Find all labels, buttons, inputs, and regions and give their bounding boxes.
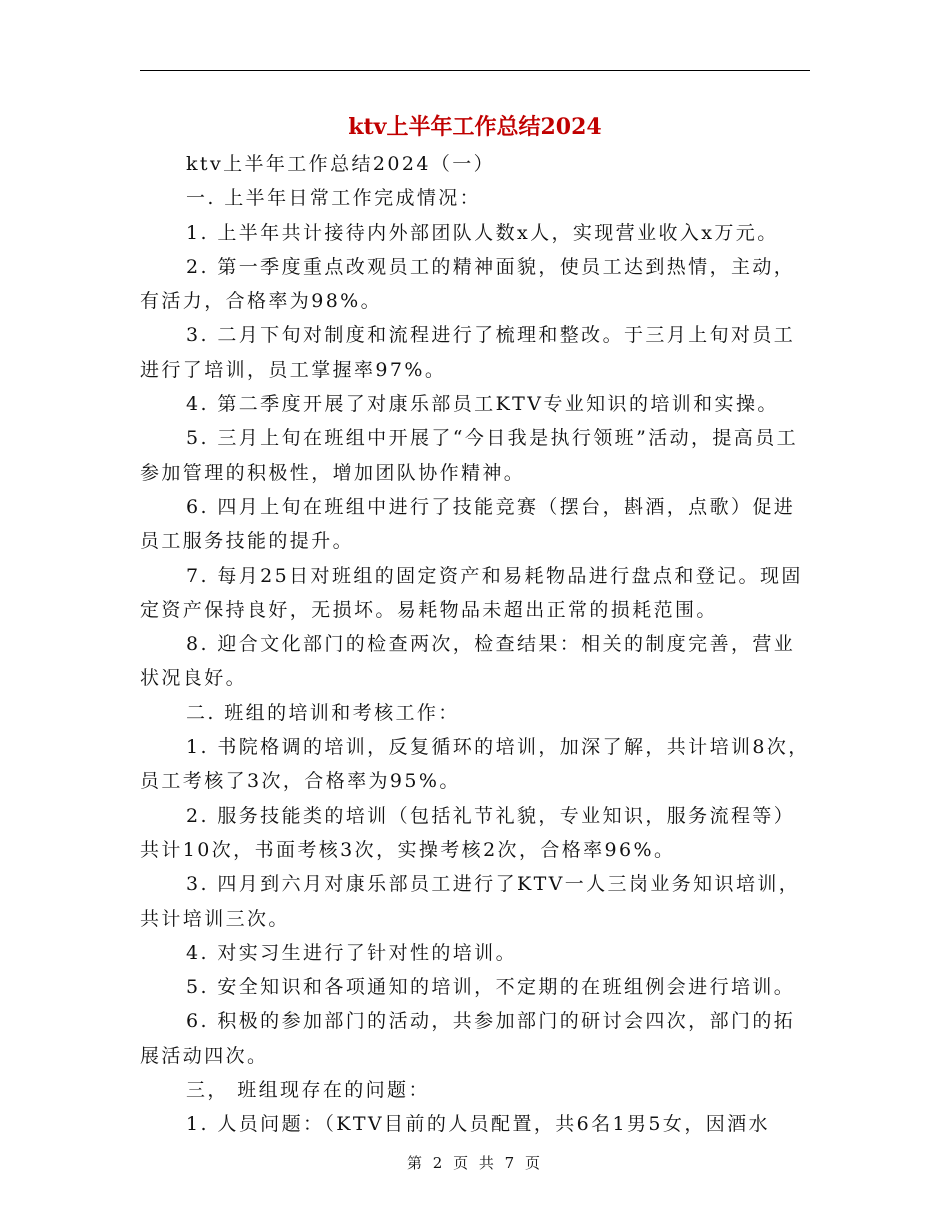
paragraph: 7. 每月25日对班组的固定资产和易耗物品进行盘点和登记。现固定资产保持良好，无损坏。易耗物品未超出正常的损耗范围。 bbox=[140, 564, 803, 621]
paragraph: 1. 上半年共计接待内外部团队人数x人，实现营业收入x万元。 bbox=[186, 221, 779, 244]
paragraph: 1. 人员问题：（KTV目前的人员配置，共6名1男5女，因酒水 bbox=[186, 1113, 770, 1136]
paragraph: 3. 二月下旬对制度和流程进行了梳理和整改。于三月上旬对员工进行了培训，员工掌握率97%。 bbox=[140, 324, 796, 381]
paragraph-subtitle: ktv上半年工作总结2024（一） bbox=[186, 153, 496, 175]
section-heading-3: 三， 班组现存在的问题： bbox=[186, 1079, 430, 1102]
page-footer: 第 2 页 共 7 页 bbox=[407, 1154, 543, 1172]
paragraph: 4. 对实习生进行了针对性的培训。 bbox=[186, 941, 517, 964]
paragraph: 6. 积极的参加部门的活动，共参加部门的研讨会四次，部门的拓展活动四次。 bbox=[140, 1010, 796, 1067]
paragraph: 6. 四月上旬在班组中进行了技能竞赛（摆台，斟酒，点歌）促进员工服务技能的提升。 bbox=[140, 495, 796, 553]
paragraph: 2. 第一季度重点改观员工的精神面貌，使员工达到热情，主动，有活力，合格率为98%。 bbox=[140, 255, 796, 313]
document-title: ktv上半年工作总结2024 bbox=[348, 114, 602, 140]
paragraph: 1. 书院格调的培训，反复循环的培训，加深了解，共计培训8次，员工考核了3次，合格率为95%。 bbox=[140, 736, 810, 793]
paragraph: 3. 四月到六月对康乐部员工进行了KTV一人三岗业务知识培训，共计培训三次。 bbox=[140, 873, 801, 930]
paragraph: 5. 安全知识和各项通知的培训，不定期的在班组例会进行培训。 bbox=[186, 976, 796, 999]
paragraph: 8. 迎合文化部门的检查两次，检查结果：相关的制度完善，营业状况良好。 bbox=[140, 633, 796, 690]
section-heading-2: 二. 班组的培训和考核工作： bbox=[186, 701, 460, 724]
document-body bbox=[140, 147, 812, 1142]
paragraph: 2. 服务技能类的培训（包括礼节礼貌，专业知识，服务流程等）共计10次，书面考核3次，实操考核2次，合格率96%。 bbox=[140, 804, 796, 861]
section-heading-1: 一. 上半年日常工作完成情况： bbox=[186, 187, 482, 210]
header-rule bbox=[140, 70, 810, 71]
paragraph: 4. 第二季度开展了对康乐部员工KTV专业知识的培训和实操。 bbox=[186, 393, 779, 416]
paragraph: 5. 三月上旬在班组中开展了“今日我是执行领班”活动，提高员工参加管理的积极性，增加团队协作精神。 bbox=[140, 427, 798, 484]
